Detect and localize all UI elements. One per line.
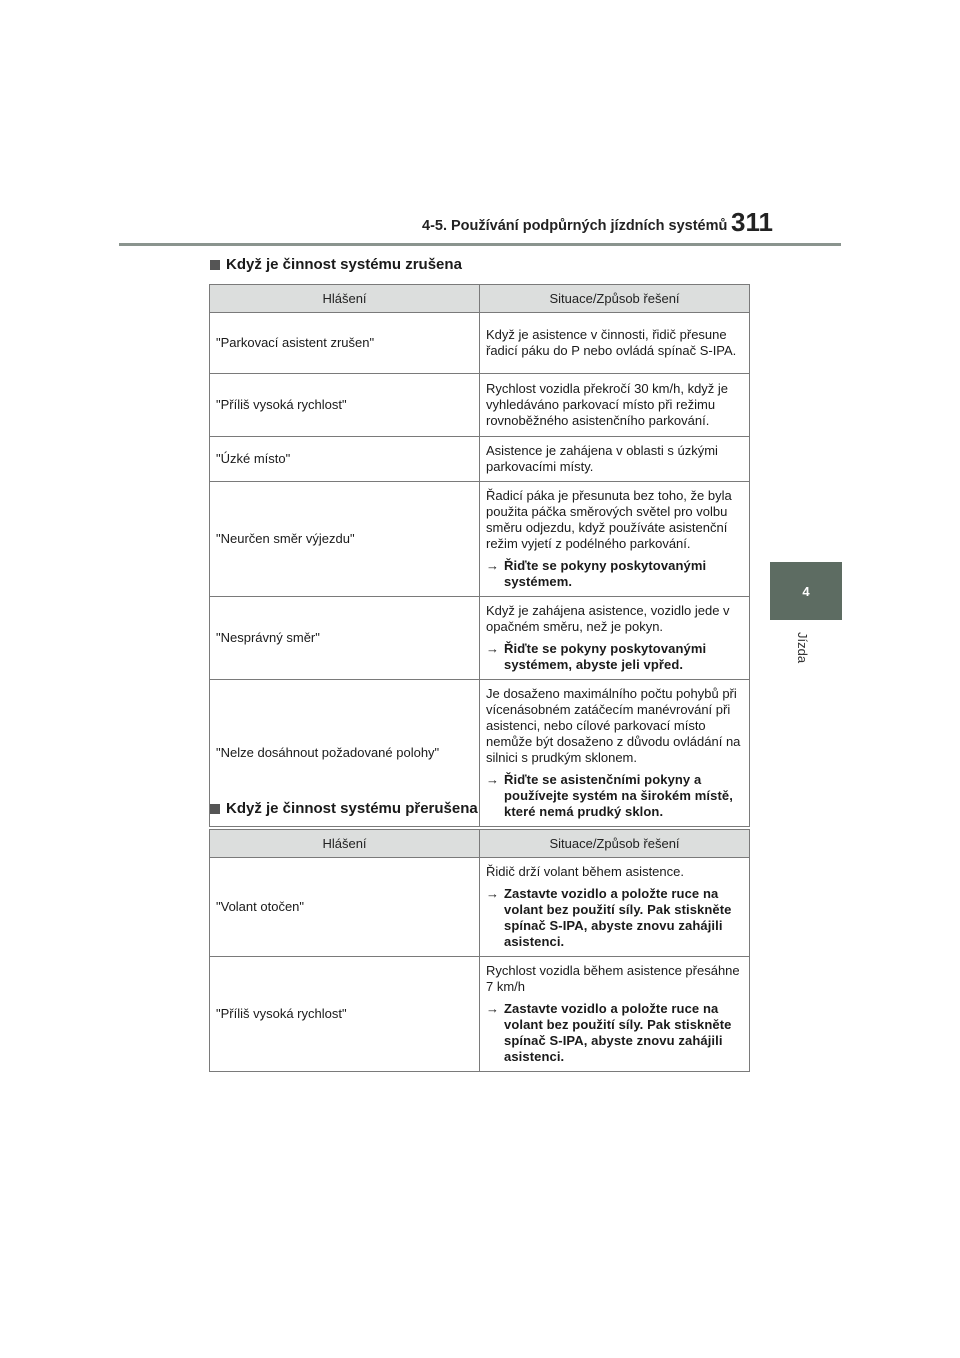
heading-square-icon [210, 260, 220, 270]
situation-cell [480, 482, 750, 597]
message-cell: "Nesprávný směr" [210, 597, 480, 680]
arrow-right-icon: → [486, 1001, 500, 1016]
table-interrupted [209, 829, 750, 1072]
message-cell: "Nelze dosáhnout požadované polohy" [210, 680, 480, 827]
column-header-situation: Situace/Způsob řešení [480, 285, 750, 313]
action-text: Zastavte vozidlo a položte ruce na volant bez použití síly. Pak stiskněte spínač S-IPA, abyste znovu zahájili asistenci. [504, 1001, 732, 1064]
table-row [210, 374, 750, 437]
header-divider [119, 243, 841, 246]
situation-text: Když je zahájena asistence, vozidlo jede v opačném směru, než je pokyn. [486, 603, 730, 634]
message-cell: "Příliš vysoká rychlost" [210, 374, 480, 437]
action-text: Řiďte se pokyny poskytovanými systémem. [504, 558, 707, 589]
column-header-message: Hlášení [210, 830, 480, 858]
action-instruction [486, 641, 743, 673]
action-instruction [486, 1001, 743, 1065]
message-cell: "Úzké místo" [210, 437, 480, 482]
message-cell: "Příliš vysoká rychlost" [210, 957, 480, 1072]
situation-text: Řidič drží volant během asistence. [486, 864, 684, 879]
situation-text: Řadicí páka je přesunuta bez toho, že byla použita páčka směrových světel pro volbu směru odjezdu, když používáte asistenční režim vyjetí z podélného parkování. [486, 488, 732, 551]
situation-text: Rychlost vozidla během asistence přesáhne 7 km/h [486, 963, 740, 994]
heading-square-icon [210, 804, 220, 814]
table-row [210, 858, 750, 957]
arrow-right-icon: → [486, 558, 500, 573]
situation-cell [480, 957, 750, 1072]
arrow-right-icon: → [486, 886, 500, 901]
section-heading-interrupted [210, 800, 478, 817]
action-text: Řiďte se asistenčními pokyny a používejte systém na širokém místě, které nemá prudký sklon. [504, 772, 733, 819]
table-row [210, 482, 750, 597]
header-title: 4-5. Používání podpůrných jízdních systémů [422, 218, 728, 234]
action-text: Zastavte vozidlo a položte ruce na volant bez použití síly. Pak stiskněte spínač S-IPA, abyste znovu zahájili asistenci. [504, 886, 732, 949]
situation-text: Rychlost vozidla překročí 30 km/h, když je vyhledáváno parkovací místo při režimu rovnoběžného asistenčního parkování. [486, 381, 729, 428]
chapter-label: Jízda [795, 632, 810, 664]
table-row [210, 437, 750, 482]
section-heading-text: Když je činnost systému přerušena [226, 800, 478, 817]
situation-text: Je dosaženo maximálního počtu pohybů při vícenásobném zatáčecím manévrování při asistenci, nebo cílové parkovací místo nemůže být dosaženo z důvodu ovládání na silnici s prudkým sklonem. [486, 686, 741, 765]
chapter-tab: 4 [770, 562, 842, 620]
situation-text: Asistence je zahájena v oblasti s úzkými parkovacími místy. [486, 443, 718, 474]
situation-cell [480, 858, 750, 957]
column-header-message: Hlášení [210, 285, 480, 313]
table-cancelled [209, 284, 750, 827]
column-header-situation: Situace/Způsob řešení [480, 830, 750, 858]
situation-cell [480, 680, 750, 827]
action-instruction [486, 772, 743, 820]
table-row [210, 597, 750, 680]
section-heading-cancelled [210, 256, 462, 273]
action-instruction [486, 886, 743, 950]
page-number: 311 [731, 207, 773, 237]
section-heading-text: Když je činnost systému zrušena [226, 256, 462, 273]
situation-cell [480, 374, 750, 437]
table-row [210, 313, 750, 374]
table-row [210, 957, 750, 1072]
action-text: Řiďte se pokyny poskytovanými systémem, abyste jeli vpřed. [504, 641, 707, 672]
situation-text: Když je asistence v činnosti, řidič přesune řadicí páku do P nebo ovládá spínač S-IPA. [486, 327, 737, 358]
arrow-right-icon: → [486, 641, 500, 656]
message-cell: "Parkovací asistent zrušen" [210, 313, 480, 374]
situation-cell [480, 597, 750, 680]
message-cell: "Volant otočen" [210, 858, 480, 957]
message-cell: "Neurčen směr výjezdu" [210, 482, 480, 597]
arrow-right-icon: → [486, 772, 500, 787]
action-instruction [486, 558, 743, 590]
situation-cell [480, 313, 750, 374]
situation-cell [480, 437, 750, 482]
